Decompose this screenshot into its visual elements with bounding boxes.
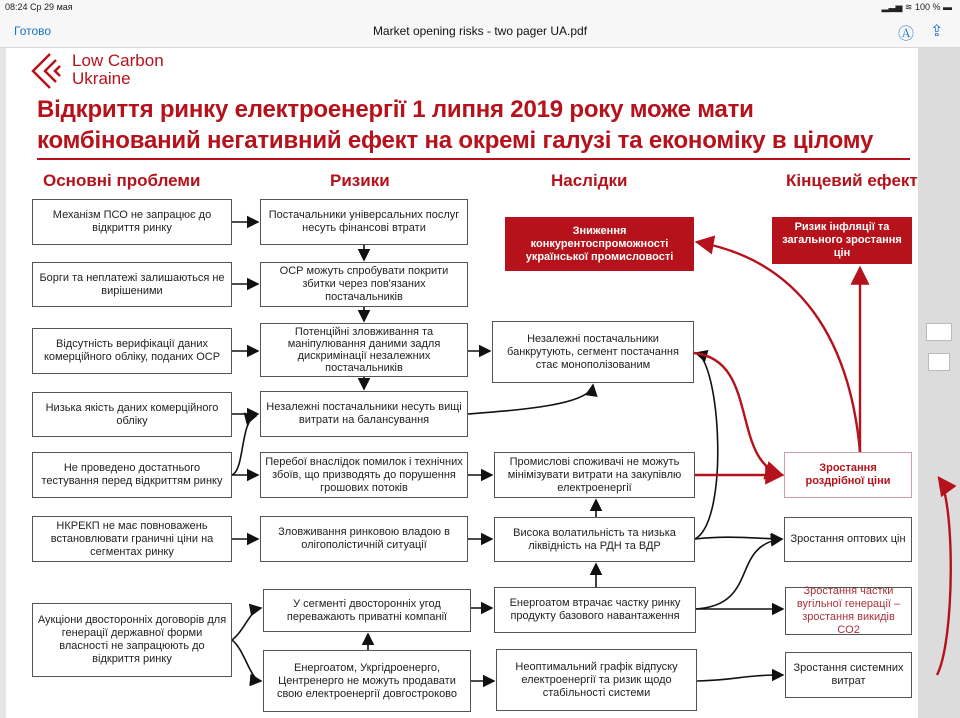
arrow [697, 675, 783, 681]
battery-icon: ▬ [943, 2, 952, 12]
title-line2: комбінований негативний ефект на окремі галузі та економіку в цілому [37, 127, 874, 154]
arrow [695, 353, 718, 539]
problem-box-verification: Відсутність верифікації даних комерційного обліку, поданих ОСР [32, 328, 232, 374]
red-arrow [937, 478, 951, 675]
risk-box-4: Перебої внаслідок помилок і технічних збоїв, що призводять до порушення грошових потоків [260, 452, 468, 498]
problem-box-regulator: НКРЕКП не має повноважень встановлювати граничні ціни на сегментах ринку [32, 516, 232, 562]
risk-box-3: Незалежні постачальники несуть вищі витрати на балансування [260, 391, 468, 437]
problem-box-pso: Механізм ПСО не запрацює до відкриття ринку [32, 199, 232, 245]
problem-box-debts: Борги та неплатежі залишаються не вирішеними [32, 262, 232, 307]
consequence-box-2: Висока волатильність та низька ліквідність на РДН та ВДР [494, 517, 695, 562]
risk-box-5: Зловживання ринковою владою в олігополістичній ситуації [260, 516, 468, 562]
consequence-box-4: Неоптимальний графік відпуску електроенергії та ризик щодо стабільності системи [496, 649, 697, 711]
document-title: Market opening risks - two pager UA.pdf [372, 24, 588, 38]
risk-box-6: У сегменті двосторонніх угод переважають приватні компанії [263, 589, 471, 632]
logo-line1: Low Carbon [72, 51, 164, 70]
risk-box-7: Енергоатом, Укргідроенерго, Центренерго не можуть продавати свою електроенергії довгостроково [263, 650, 471, 712]
battery-level: 100 % [914, 2, 941, 12]
risk-box-1: ОСР можуть спробувати покрити збитки через пов'язаних постачальників [260, 262, 468, 307]
arrow [696, 539, 782, 609]
risk-box-2: Потенційні зловживання та маніпулювання даними задля дискримінації незалежних постачальників [260, 323, 468, 377]
risk-box-0: Постачальники універсальних послуг несуть фінансові втрати [260, 199, 468, 245]
consequence-box-competitiveness: Зниження конкурентоспроможності української промисловості [505, 217, 694, 271]
time: 08:24 [5, 2, 28, 12]
consequence-box-3: Енергоатом втрачає частку ринку продукту базового навантаження [494, 587, 696, 633]
markup-icon[interactable]: Ⓐ [898, 26, 915, 43]
final-box-system-costs: Зростання системних витрат [785, 652, 912, 698]
arrow [468, 385, 593, 414]
consequence-box-0: Незалежні постачальники банкрутують, сегмент постачання стає монополізованим [492, 321, 694, 383]
title-line1: Відкриття ринку електроенергії 1 липня 2019 року може мати [37, 96, 754, 123]
share-icon[interactable]: ⇪ [930, 23, 944, 40]
final-box-inflation: Ризик інфляції та загального зростання цін [772, 217, 912, 264]
arrow [232, 640, 261, 681]
arrow [695, 537, 782, 539]
final-box-retail-price: Зростання роздрібної ціни [784, 452, 912, 498]
column-header-problems: Основні проблеми [43, 171, 201, 190]
problem-box-auctions: Аукціони двосторонніх договорів для генерації державної форми власності не запрацюють до відкриття ринку [32, 603, 232, 677]
red-arrow [697, 242, 860, 452]
arrow [232, 416, 256, 475]
arrow [232, 608, 261, 640]
signal-icon: ▂▃▅ ≋ [881, 2, 915, 12]
final-box-wholesale-price: Зростання оптових цін [784, 517, 912, 562]
consequence-box-1: Промислові споживачі не можуть мінімізувати витрати на закупівлю електроенергії [494, 452, 695, 498]
date: Ср 29 мая [30, 2, 73, 12]
column-header-final-effect: Кінцевий ефект [786, 171, 918, 190]
logo-line2: Ukraine [72, 69, 131, 88]
column-header-risks: Ризики [330, 171, 390, 190]
problem-box-data-quality: Низька якість даних комерційного обліку [32, 392, 232, 437]
column-header-consequences: Наслідки [551, 171, 628, 190]
problem-box-testing: Не проведено достатнього тестування перед відкриттям ринку [32, 452, 232, 498]
done-button[interactable]: Готово [14, 24, 52, 38]
final-box-coal-share: Зростання частки вугільної генерації – зростання викидів CO2 [785, 587, 912, 635]
